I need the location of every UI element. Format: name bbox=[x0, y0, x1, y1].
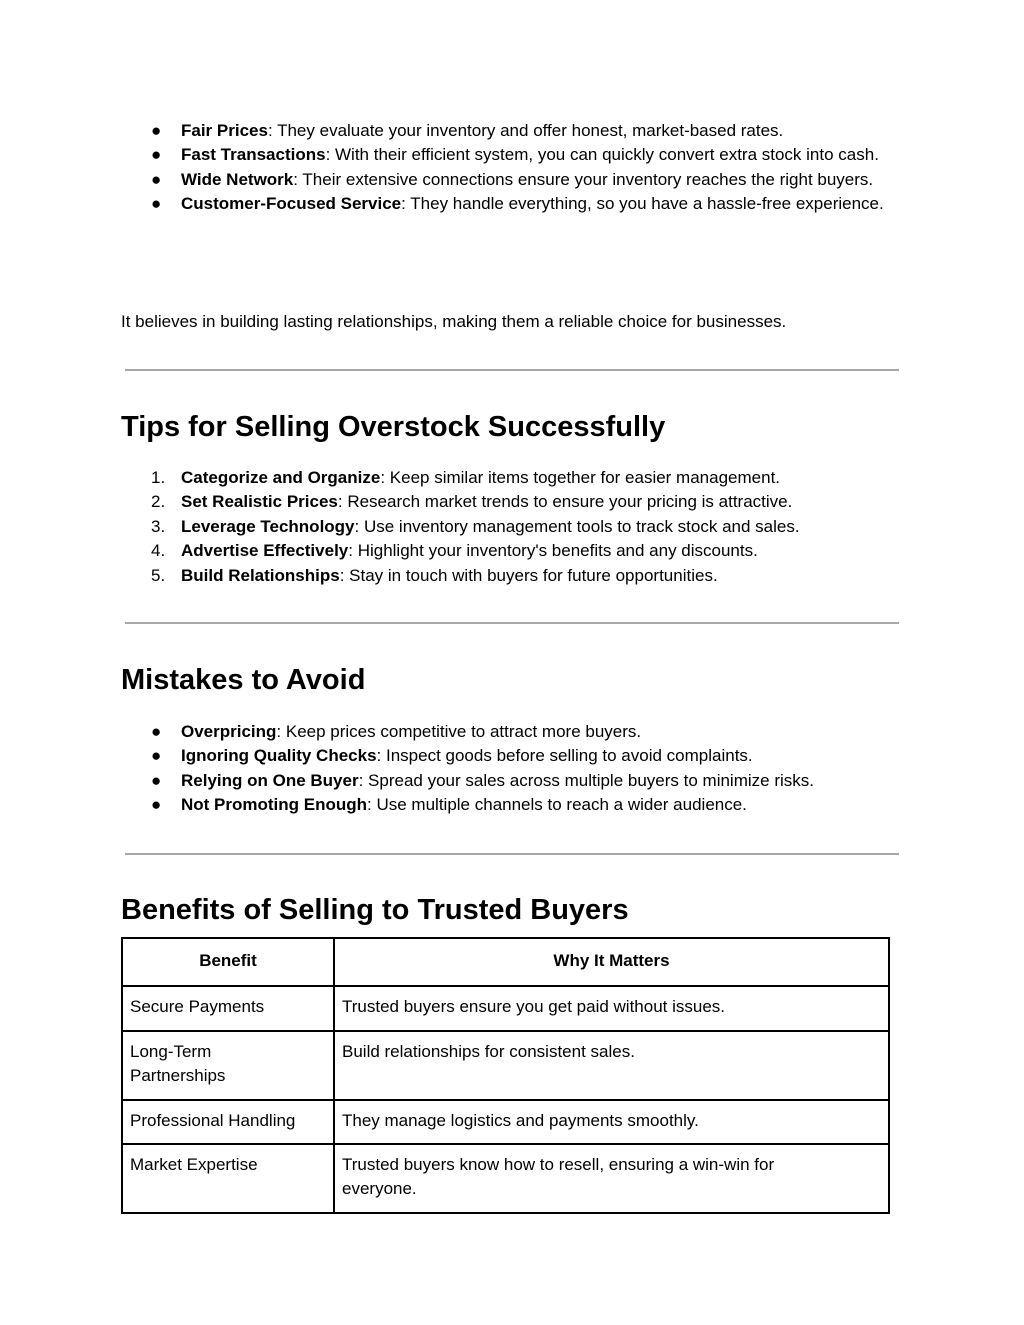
table-cell: They manage logistics and payments smoothly. bbox=[334, 1100, 889, 1144]
item-term: Build Relationships bbox=[181, 565, 340, 585]
intro-paragraph: It believes in building lasting relationships, making them a reliable choice for businesses. bbox=[121, 312, 787, 331]
list-item bbox=[121, 119, 899, 143]
table-row bbox=[122, 986, 889, 1030]
bullet-icon: ● bbox=[151, 169, 162, 189]
list-item bbox=[121, 769, 899, 793]
table-cell: Trusted buyers ensure you get paid without issues. bbox=[334, 986, 889, 1030]
item-text: : Highlight your inventory's benefits and any discounts. bbox=[348, 541, 758, 561]
mistakes-bullet-list bbox=[121, 720, 899, 818]
divider bbox=[125, 853, 899, 855]
list-item bbox=[121, 168, 899, 192]
item-term: Wide Network bbox=[181, 169, 294, 189]
item-text: : They evaluate your inventory and offer honest, market-based rates. bbox=[267, 121, 784, 140]
tips-heading: Tips for Selling Overstock Successfully bbox=[121, 411, 666, 443]
cell-text: Long-Term Partnerships bbox=[130, 1041, 226, 1086]
item-text: : Their extensive connections ensure your inventory reaches the right buyers. bbox=[293, 169, 874, 189]
item-number: 3. bbox=[151, 516, 166, 536]
item-text: : They handle everything, so you have a hassle-free experience. bbox=[401, 194, 884, 214]
item-number: 4. bbox=[151, 541, 166, 561]
item-term: Not Promoting Enough bbox=[181, 795, 368, 815]
list-item bbox=[121, 720, 899, 744]
item-term: Overpricing bbox=[181, 722, 277, 741]
item-term: Customer-Focused Service bbox=[181, 194, 402, 214]
item-term: Relying on One Buyer bbox=[181, 770, 359, 790]
bullet-icon: ● bbox=[151, 121, 162, 140]
item-term: Categorize and Organize bbox=[181, 468, 381, 487]
table-cell: Build relationships for consistent sales. bbox=[334, 1031, 889, 1100]
column-header-benefit: Benefit bbox=[122, 938, 334, 986]
item-text: : Spread your sales across multiple buyers to minimize risks. bbox=[358, 770, 814, 790]
divider bbox=[125, 369, 899, 371]
list-item bbox=[121, 793, 899, 817]
table-header-row bbox=[122, 938, 889, 986]
mistakes-heading: Mistakes to Avoid bbox=[121, 664, 366, 696]
bullet-icon: ● bbox=[151, 746, 162, 766]
bullet-icon: ● bbox=[151, 770, 162, 790]
item-term: Ignoring Quality Checks bbox=[181, 746, 377, 766]
benefits-heading: Benefits of Selling to Trusted Buyers bbox=[121, 894, 629, 926]
list-item bbox=[121, 564, 899, 588]
item-text: : Use inventory management tools to track stock and sales. bbox=[354, 516, 800, 536]
bullet-icon: ● bbox=[151, 194, 162, 214]
table-cell: Secure Payments bbox=[122, 986, 334, 1030]
item-term: Leverage Technology bbox=[181, 516, 355, 536]
item-text: : Stay in touch with buyers for future opportunities. bbox=[339, 565, 718, 585]
item-term: Fair Prices bbox=[181, 121, 268, 140]
item-text: : Inspect goods before selling to avoid complaints. bbox=[376, 746, 753, 766]
table-cell bbox=[334, 1144, 889, 1213]
table-row bbox=[122, 1144, 889, 1213]
item-number: 1. bbox=[151, 468, 166, 487]
item-number: 5. bbox=[151, 565, 166, 585]
list-item bbox=[121, 515, 899, 539]
list-item bbox=[121, 466, 899, 490]
table-cell: Professional Handling bbox=[122, 1100, 334, 1144]
table-cell bbox=[122, 1031, 334, 1100]
item-text: : Keep similar items together for easier management. bbox=[380, 468, 781, 487]
item-text: : Use multiple channels to reach a wider audience. bbox=[367, 795, 747, 815]
cell-text: Trusted buyers know how to resell, ensuring a win-win for everyone. bbox=[342, 1155, 775, 1199]
list-item bbox=[121, 539, 899, 563]
intro-bullet-list bbox=[121, 119, 899, 217]
intro-section bbox=[121, 119, 899, 217]
mistakes-section bbox=[121, 720, 899, 818]
item-term: Advertise Effectively bbox=[181, 541, 349, 561]
benefits-table bbox=[121, 937, 890, 1214]
item-term: Set Realistic Prices bbox=[181, 492, 338, 512]
table-row bbox=[122, 1100, 889, 1144]
column-header-why-it-matters: Why It Matters bbox=[334, 938, 889, 986]
bullet-icon: ● bbox=[151, 145, 162, 165]
bullet-icon: ● bbox=[151, 795, 162, 815]
item-text: : With their efficient system, you can quickly convert extra stock into cash. bbox=[325, 145, 879, 165]
table-row bbox=[122, 1031, 889, 1100]
table-cell: Market Expertise bbox=[122, 1144, 334, 1213]
list-item bbox=[121, 143, 899, 167]
divider bbox=[125, 622, 899, 624]
item-text: : Research market trends to ensure your pricing is attractive. bbox=[337, 492, 793, 512]
bullet-icon: ● bbox=[151, 722, 162, 741]
item-text: : Keep prices competitive to attract more buyers. bbox=[276, 722, 642, 741]
item-number: 2. bbox=[151, 492, 166, 512]
list-item bbox=[121, 192, 899, 216]
tips-numbered-list bbox=[121, 466, 899, 588]
item-term: Fast Transactions bbox=[181, 145, 326, 165]
list-item bbox=[121, 744, 899, 768]
tips-section bbox=[121, 466, 899, 588]
list-item bbox=[121, 490, 899, 514]
